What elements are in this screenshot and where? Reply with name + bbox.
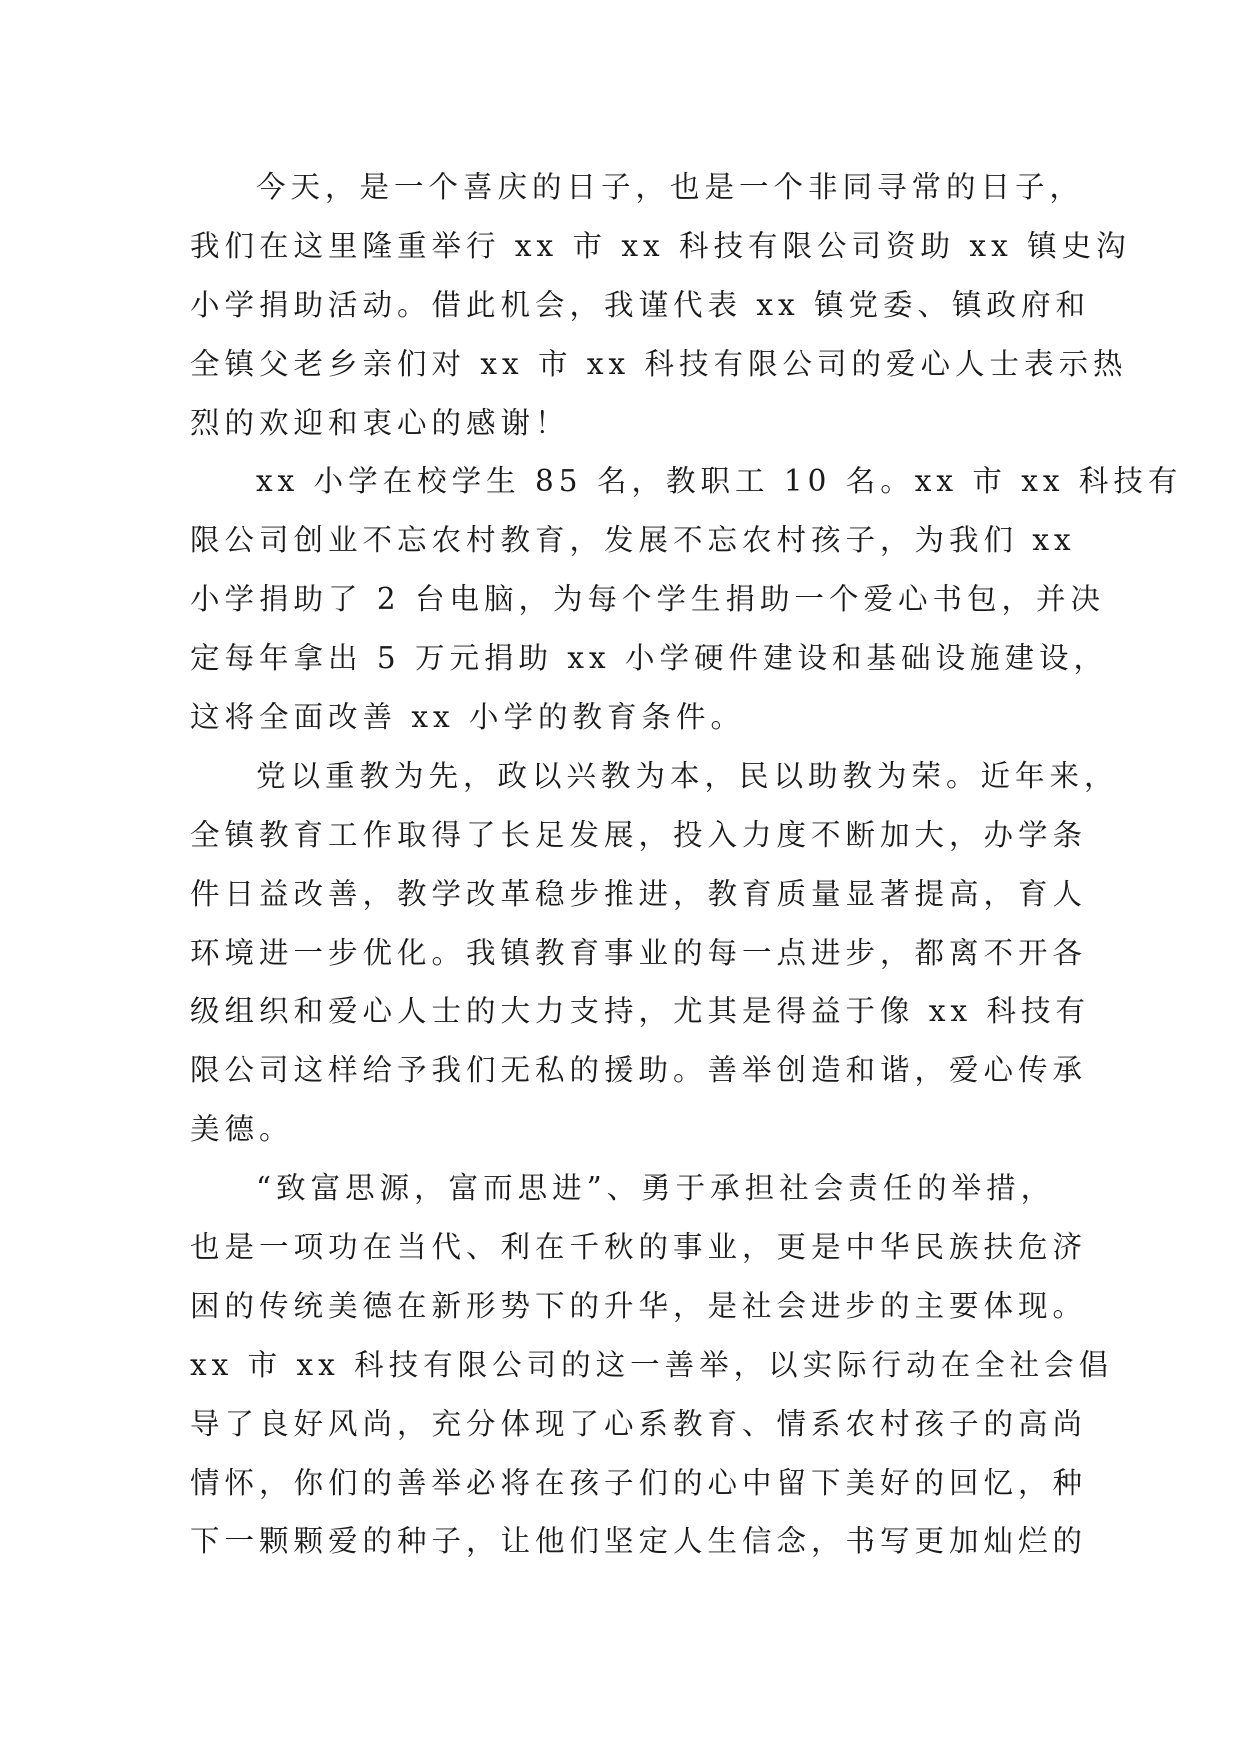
text-line: 件日益改善，教学改革稳步推进，教育质量显著提高，育人 <box>190 876 1088 911</box>
text-line: 全镇父老乡亲们对 xx 市 xx 科技有限公司的爱心人士表示热 <box>190 346 1128 381</box>
paragraph-first-line: “致富思源，富而思进”、勇于承担社会责任的举措， <box>256 1171 1056 1206</box>
text-line: 全镇教育工作取得了长足发展，投入力度不断加大，办学条 <box>190 817 1088 852</box>
text-line: 美德。 <box>190 1112 294 1147</box>
text-line: 困的传统美德在新形势下的升华，是社会进步的主要体现。 <box>190 1288 1088 1323</box>
text-line: 烈的欢迎和衷心的感谢！ <box>190 405 570 440</box>
text-line: 下一颗颗爱的种子，让他们坚定人生信念，书写更加灿烂的 <box>190 1524 1088 1559</box>
text-line: 导了良好风尚，充分体现了心系教育、情系农村孩子的高尚 <box>190 1406 1088 1441</box>
text-line: 小学捐助活动。借此机会，我谨代表 xx 镇党委、镇政府和 <box>190 287 1091 322</box>
text-line: 我们在这里隆重举行 xx 市 xx 科技有限公司资助 xx 镇史沟 <box>190 228 1131 263</box>
paragraph-first-line: 党以重教为先，政以兴教为本，民以助教为荣。近年来， <box>256 758 1119 793</box>
text-line: 小学捐助了 2 台电脑，为每个学生捐助一个爱心书包，并决 <box>190 582 1106 617</box>
text-line: 也是一项功在当代、利在千秋的事业，更是中华民族扶危济 <box>190 1230 1088 1265</box>
text-line: 限公司创业不忘农村教育，发展不忘农村孩子，为我们 xx <box>190 523 1076 558</box>
document-body <box>190 158 1183 1571</box>
text-line: 定每年拿出 5 万元捐助 xx 小学硬件建设和基础设施建设， <box>190 641 1109 676</box>
text-line: 环境进一步优化。我镇教育事业的每一点进步，都离不开各 <box>190 935 1088 970</box>
text-line: 这将全面改善 xx 小学的教育条件。 <box>190 700 746 735</box>
text-line: 限公司这样给予我们无私的援助。善举创造和谐，爱心传承 <box>190 1053 1088 1088</box>
paragraph-first-line: xx 小学在校学生 85 名，教职工 10 名。xx 市 xx 科技有 <box>256 464 1183 499</box>
text-line: 情怀，你们的善举必将在孩子们的心中留下美好的回忆，种 <box>190 1465 1088 1500</box>
text-line: 级组织和爱心人士的大力支持，尤其是得益于像 xx 科技有 <box>190 994 1091 1029</box>
paragraph-first-line: 今天，是一个喜庆的日子，也是一个非同寻常的日子， <box>256 170 1085 204</box>
text-line: xx 市 xx 科技有限公司的这一善举，以实际行动在全社会倡 <box>190 1347 1114 1382</box>
